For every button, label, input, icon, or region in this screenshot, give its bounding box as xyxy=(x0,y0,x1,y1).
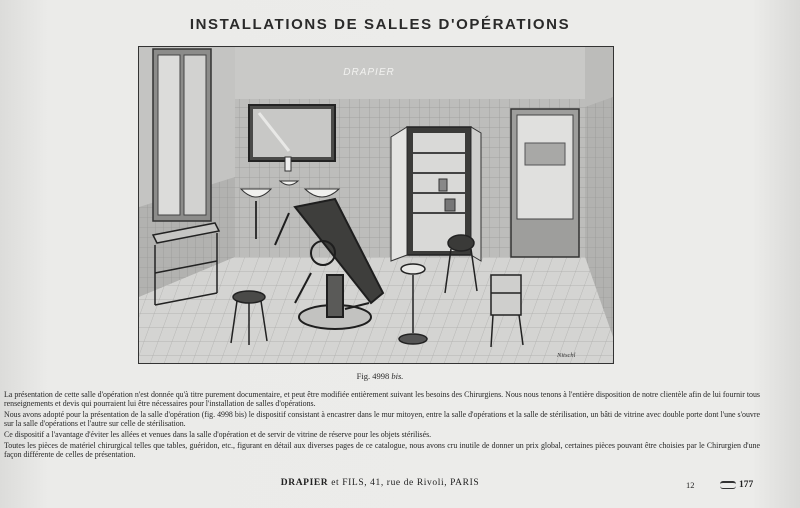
engraver-signature: Nitschl xyxy=(557,352,576,359)
paragraph-dispositif: Nous avons adopté pour la présentation de la salle d'opération (fig. 4998 bis) le dispositif consistant à encastrer dans le mur mitoyen, entre la salle d'opérations et la salle de stérilisation, un bâti de vitrine avec double porte dont l'une s'ouvre sur la salle d'opérations et l'autre sur celle de stérilisation. xyxy=(4,410,760,429)
operating-room-illustration xyxy=(138,46,614,364)
page-folio xyxy=(720,480,753,490)
wall-inscription: DRAPIER xyxy=(343,67,395,78)
ornament-icon xyxy=(720,481,736,489)
publisher-address: et FILS, 41, rue de Rivoli, PARIS xyxy=(328,478,480,488)
body-text xyxy=(4,390,760,461)
publisher-name: DRAPIER xyxy=(280,478,329,488)
glazed-door xyxy=(511,109,579,257)
publisher-footer xyxy=(250,478,510,488)
tiled-floor xyxy=(139,257,613,363)
paragraph-materiel: Toutes les pièces de matériel chirurgical telles que tables, guéridon, etc., figurant en détail aux diverses pages de ce catalogue, nous avons cru inutile de donner un prix global, certaines pièces pouvant être choisies par le Chirurgien d'une façon différente de celles de présentation. xyxy=(4,440,760,460)
figure-caption-bis: bis. xyxy=(391,371,404,381)
page-number: 177 xyxy=(739,480,754,490)
figure-caption xyxy=(0,371,760,381)
section-number: 12 xyxy=(686,480,695,490)
paragraph-avantage: Ce dispositif a l'avantage d'éviter les allées et venues dans la salle d'opération et de servir de vitrine de réserve pour les objets stérilisés. xyxy=(4,430,432,440)
figure-caption-number: Fig. 4998 xyxy=(356,371,392,381)
engraving-svg xyxy=(139,47,613,363)
page-title: INSTALLATIONS DE SALLES D'OPÉRATIONS xyxy=(189,16,571,33)
paragraph-presentation: La présentation de cette salle d'opération n'est donnée qu'à titre purement documentaire, et peut être modifiée entièrement suivant les besoins des Chirurgiens. Nous nous tenons à l'entière disposition de notre clientèle afin de lui fournir tous renseignements et devis qui pourraient lui être nécessaires pour l'installation de salles d'opérations. xyxy=(4,390,760,409)
